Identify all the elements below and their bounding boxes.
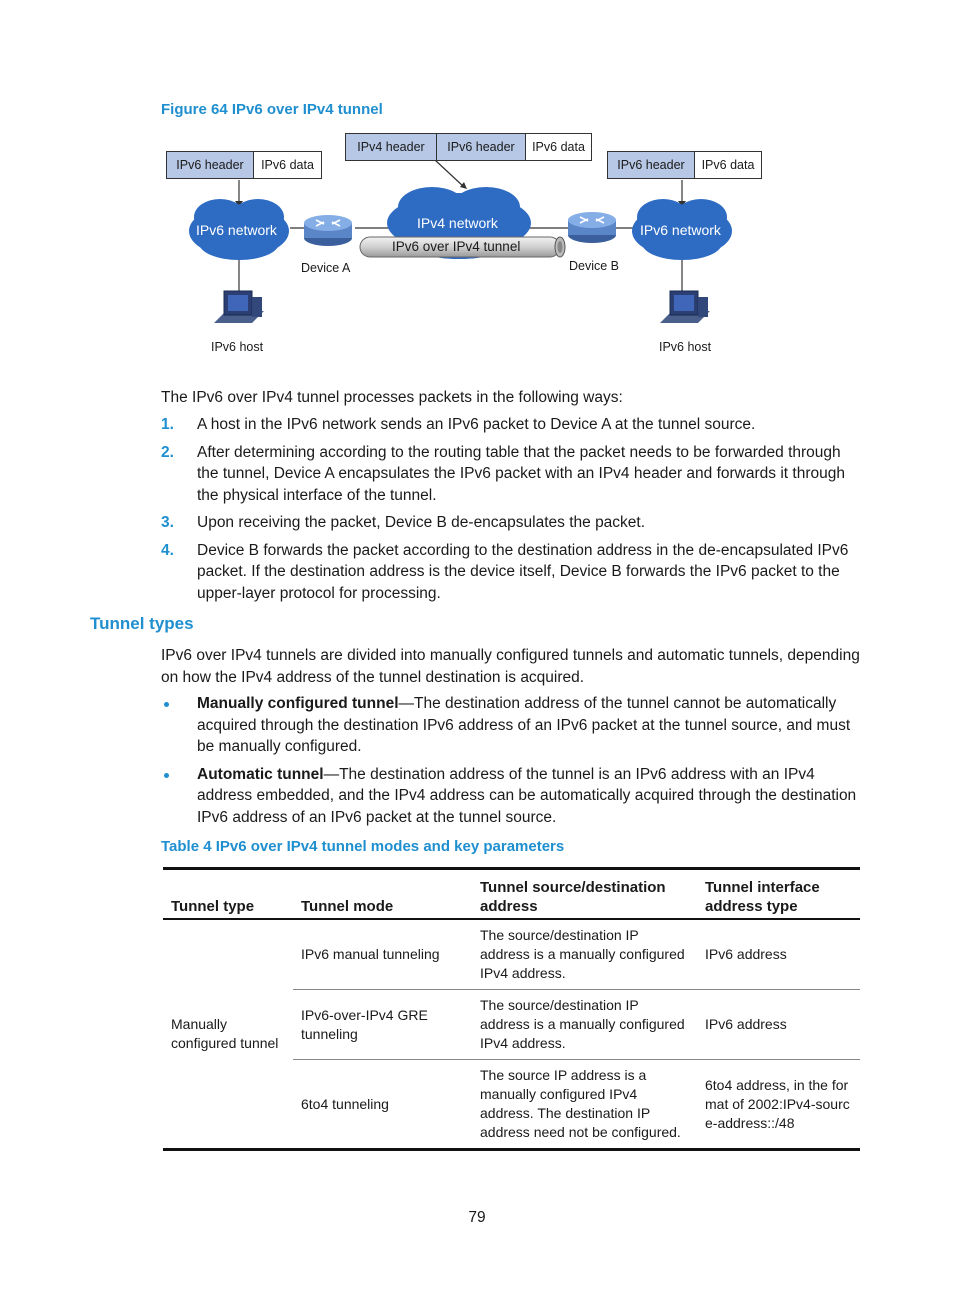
right-packet-header [607, 151, 762, 179]
bullet-term: Automatic tunnel [197, 765, 324, 783]
step-number: 4. [161, 541, 174, 559]
router-b-icon [568, 212, 616, 243]
list-item [161, 512, 866, 534]
mode-cell: IPv6-over-IPv4 GRE tunneling [301, 1006, 428, 1042]
figure-caption: Figure 64 IPv6 over IPv4 tunnel [161, 101, 383, 118]
center-ipv6-header-cell: IPv6 header [437, 134, 526, 160]
left-ipv6-data-cell: IPv6 data [254, 152, 321, 178]
list-item [161, 414, 866, 436]
center-packet-header [345, 133, 592, 161]
mode-cell: IPv6 manual tunneling [301, 946, 440, 962]
iftype-cell: IPv6 address [705, 946, 787, 962]
list-item [161, 764, 866, 829]
iftype-cell: 6to4 address, in the format of 2002:IPv4-source-address::/48 [705, 1076, 850, 1131]
table-header-row [163, 869, 860, 920]
group-label-cell: Manually configured tunnel [171, 1016, 279, 1051]
device-a-label: Device A [301, 261, 351, 275]
right-ipv6-data-cell: IPv6 data [695, 152, 761, 178]
bullet-text: —The destination address of the tunnel cannot be automatically acquired through the destination IPv6 address of an IPv6 packet at the tunnel source, and must be manually configured. [197, 695, 851, 755]
iftype-cell: IPv6 address [705, 1016, 787, 1032]
tunnel-label: IPv6 over IPv4 tunnel [392, 239, 521, 254]
center-ipv4-header-cell: IPv4 header [346, 134, 437, 160]
table-row [163, 919, 860, 990]
left-packet-header [166, 151, 322, 179]
address-cell: The source IP address is a manually configured IPv4 address. The destination IP address need not be configured. [480, 1067, 681, 1140]
device-b-label: Device B [569, 259, 620, 273]
right-ipv6-header-cell: IPv6 header [608, 152, 695, 178]
host-left-label: IPv6 host [211, 340, 264, 354]
bullet-icon [164, 773, 169, 778]
tunnel-diagram [150, 125, 790, 365]
host-right-icon [660, 291, 710, 323]
step-text: Device B forwards the packet according to the destination address in the de-encapsulated IPv6 packet. If the destination address is the device itself, Device B forwards the IPv6 packet to the upper-layer protocol for processing. [197, 541, 849, 602]
header-tunnel-mode: Tunnel mode [301, 898, 394, 915]
router-a-icon [304, 215, 352, 246]
bullet-icon [164, 702, 169, 707]
step-number: 2. [161, 443, 174, 461]
section-heading: Tunnel types [90, 614, 194, 633]
mode-cell: 6to4 tunneling [301, 1095, 389, 1112]
left-ipv6-header-cell: IPv6 header [167, 152, 254, 178]
list-item [161, 693, 866, 758]
host-left-icon [214, 291, 264, 323]
center-ipv6-data-cell: IPv6 data [526, 134, 591, 160]
section-intro: IPv6 over IPv4 tunnels are divided into manually configured tunnels and automatic tunnels, depending on how the IPv4 address of the tunnel destination is acquired. [161, 647, 860, 686]
step-text: Upon receiving the packet, Device B de-encapsulates the packet. [197, 514, 646, 531]
header-source-destination: Tunnel source/destination address [480, 879, 666, 915]
table-caption: Table 4 IPv6 over IPv4 tunnel modes and key parameters [161, 838, 565, 855]
intro-paragraph: The IPv6 over IPv4 tunnel processes packets in the following ways: [161, 389, 623, 406]
step-text: A host in the IPv6 network sends an IPv6 packet to Device A at the tunnel source. [197, 416, 756, 433]
address-cell: The source/destination IP address is a manually configured IPv4 address. [480, 997, 685, 1051]
bullet-list [161, 693, 866, 834]
list-item [161, 442, 866, 507]
bullet-text: —The destination address of the tunnel is an IPv6 address with an IPv4 address embedded, and the IPv4 address can be automatically acquired through the destination IPv6 address of an IPv6 packet at the tunnel source. [197, 765, 857, 826]
tunnel-modes-table [163, 867, 860, 1151]
step-number: 3. [161, 514, 174, 531]
header-tunnel-type: Tunnel type [171, 898, 255, 915]
step-text: After determining according to the routing table that the packet needs to be forwarded through the tunnel, Device A encapsulates the IPv6 packet with an IPv4 header and forwards it through the physical interface of the tunnel. [197, 443, 845, 504]
steps-list [161, 414, 866, 610]
header-interface-type: Tunnel interface address type [705, 879, 820, 915]
right-cloud-label: IPv6 network [640, 222, 721, 238]
host-right-label: IPv6 host [659, 340, 712, 354]
center-cloud-label: IPv4 network [417, 215, 498, 231]
address-cell: The source/destination IP address is a manually configured IPv4 address. [480, 927, 685, 981]
step-number: 1. [161, 416, 174, 433]
left-cloud-label: IPv6 network [196, 222, 277, 238]
bullet-term: Manually configured tunnel [197, 695, 399, 712]
page-number: 79 [468, 1209, 486, 1226]
list-item [161, 540, 866, 605]
